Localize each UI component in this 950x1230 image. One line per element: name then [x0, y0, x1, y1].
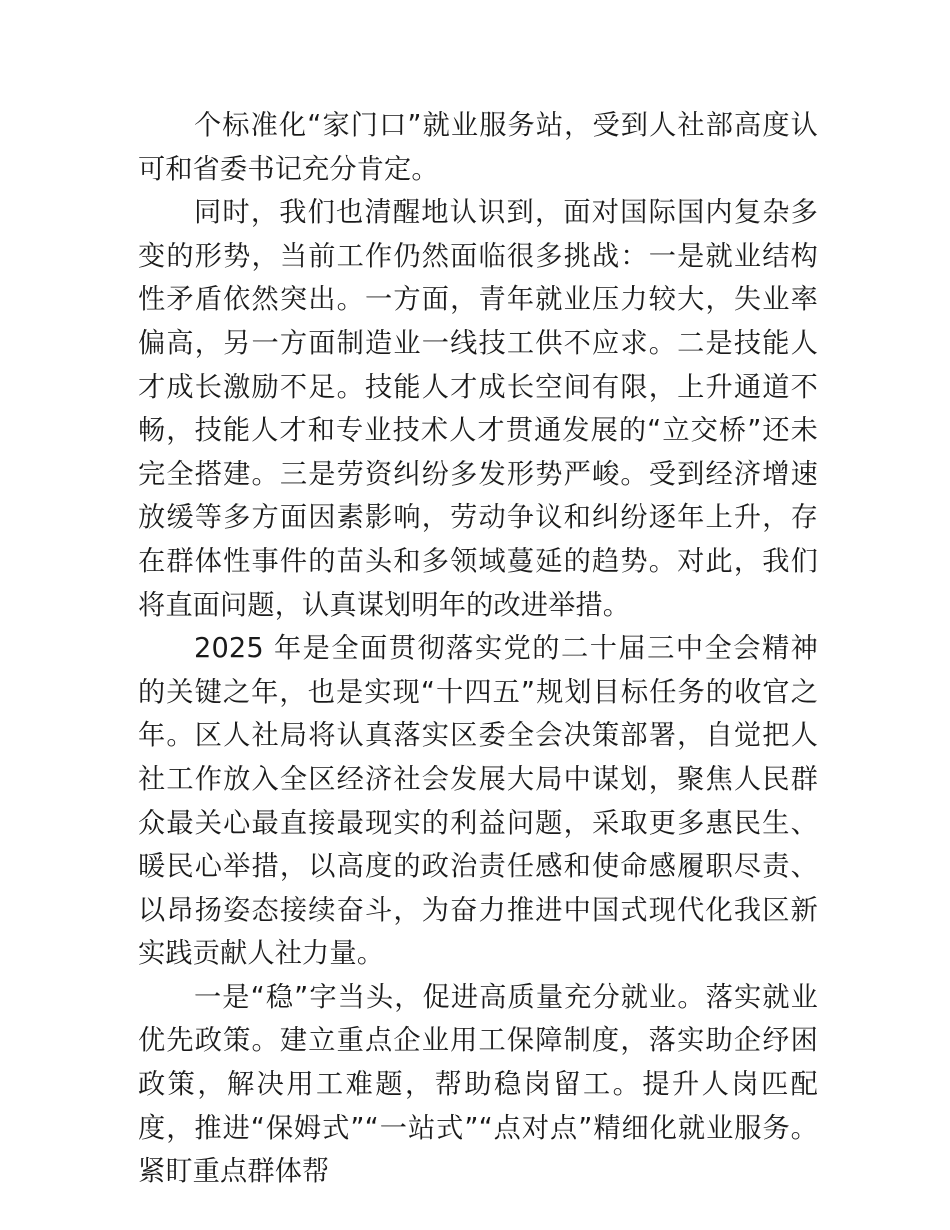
paragraph-2: 同时，我们也清醒地认识到，面对国际国内复杂多变的形势，当前工作仍然面临很多挑战：一是就业结构性矛盾依然突出。一方面，青年就业压力较大，失业率偏高，另一方面制造业一线技工供不应求。二是技能人才成长激励不足。技能人才成长空间有限，上升通道不畅，技能人才和专业技术人才贯通发展的“立交桥”还未完全搭建。三是劳资纠纷多发形势严峻。受到经济增速放缓等多方面因素影响，劳动争议和纠纷逐年上升，存在群体性事件的苗头和多领域蔓延的趋势。对此，我们将直面问题，认真谋划明年的改进举措。: [138, 197, 818, 621]
document-text-body: [138, 104, 818, 1194]
paragraph-3: 2025 年是全面贯彻落实党的二十届三中全会精神的关键之年，也是实现“十四五”规划目标任务的收官之年。区人社局将认真落实区委全会决策部署，自觉把人社工作放入全区经济社会发展大局中谋划，聚焦人民群众最关心最直接最现实的利益问题，采取更多惠民生、暖民心举措，以高度的政治责任感和使命感履职尽责、以昂扬姿态接续奋斗，为奋力推进中国式现代化我区新实践贡献人社力量。: [138, 633, 818, 970]
paragraph-4: 一是“稳”字当头，促进高质量充分就业。落实就业优先政策。建立重点企业用工保障制度，落实助企纾困政策，解决用工难题，帮助稳岗留工。提升人岗匹配度，推进“保姆式”“一站式”“点对点”精细化就业服务。紧盯重点群体帮: [138, 981, 818, 1188]
paragraph-1: 个标准化“家门口”就业服务站，受到人社部高度认可和省委书记充分肯定。: [138, 110, 818, 185]
